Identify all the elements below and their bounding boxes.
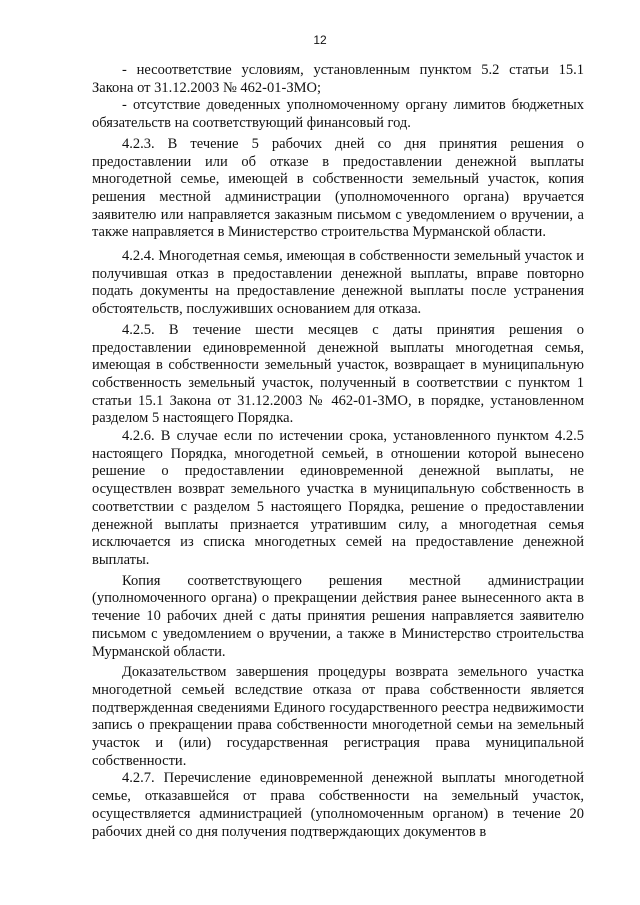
paragraph-4-2-7: 4.2.7. Перечисление единовременной денежной выплаты многодетной семье, отказавшейся от права собственности на земельный участок, осуществляется администрацией (уполномоченным органом) в течение 20 рабочих дней со дня получения подтверждающих документов в bbox=[92, 770, 584, 840]
paragraph-4-2-3: 4.2.3. В течение 5 рабочих дней со дня принятия решения о предоставлении или об отказе в предоставлении денежной выплаты многодетной семье, имеющей в собственности земельный участок, копия решения местной администрации (уполномоченного органа) вручается заявителю или направляется заказным письмом с уведомлением о вручении, а также направляется в Министерство строительства Мурманской области. bbox=[92, 135, 584, 241]
paragraph-copy-decision: Копия соответствующего решения местной администрации (уполномоченного органа) о прекращении действия ранее вынесенного акта в течение 10 рабочих дней с даты принятия решения направляется заявителю письмом с уведомлением о вручении, а также в Министерство строительства Мурманской области. bbox=[92, 572, 584, 660]
paragraph-4-2-4: 4.2.4. Многодетная семья, имеющая в собственности земельный участок и получившая отказ в предоставлении денежной выплаты, вправе повторно подать документы на предоставление денежной выплаты после устранения обстоятельств, послуживших основанием для отказа. bbox=[92, 248, 584, 318]
paragraph-proof-of-return: Доказательством завершения процедуры возврата земельного участка многодетной семьей вследствие отказа от права собственности является подтвержденная сведениями Единого государственного реестра недвижимости запись о прекращении права собственности многодетной семьи на земельный участок и (или) государственная регистрация права муниципальной собственности. bbox=[92, 664, 584, 769]
document-body bbox=[92, 62, 584, 841]
paragraph-1: - несоответствие условиям, установленным пунктом 5.2 статьи 15.1 Закона от 31.12.2003 № 462-01-ЗМО; bbox=[92, 62, 584, 96]
paragraph-2: - отсутствие доведенных уполномоченному органу лимитов бюджетных обязательств на соответствующий финансовый год. bbox=[92, 97, 584, 132]
paragraph-4-2-6: 4.2.6. В случае если по истечении срока, установленного пунктом 4.2.5 настоящего Порядка, многодетной семьей, в отношении которой вынесено решение о предоставлении единовременной денежной выплаты, не осуществлен возврат земельного участка в муниципальную собственность в соответствии с разделом 5 настоящего Порядка, решение о предоставлении денежной выплаты признается утратившим силу, а многодетная семья исключается из списка многодетных семей на предоставление денежной выплаты. bbox=[92, 428, 584, 568]
page-number: 12 bbox=[313, 33, 327, 47]
paragraph-4-2-5: 4.2.5. В течение шести месяцев с даты принятия решения о предоставлении единовременной денежной выплаты многодетная семья, имеющая в собственности земельный участок, возвращает в муниципальную собственность земельный участок, полученный в соответствии с пунктом 1 статьи 15.1 Закона от 31.12.2003 № 462-01-ЗМО, в порядке, установленном разделом 5 настоящего Порядка. bbox=[92, 321, 584, 427]
